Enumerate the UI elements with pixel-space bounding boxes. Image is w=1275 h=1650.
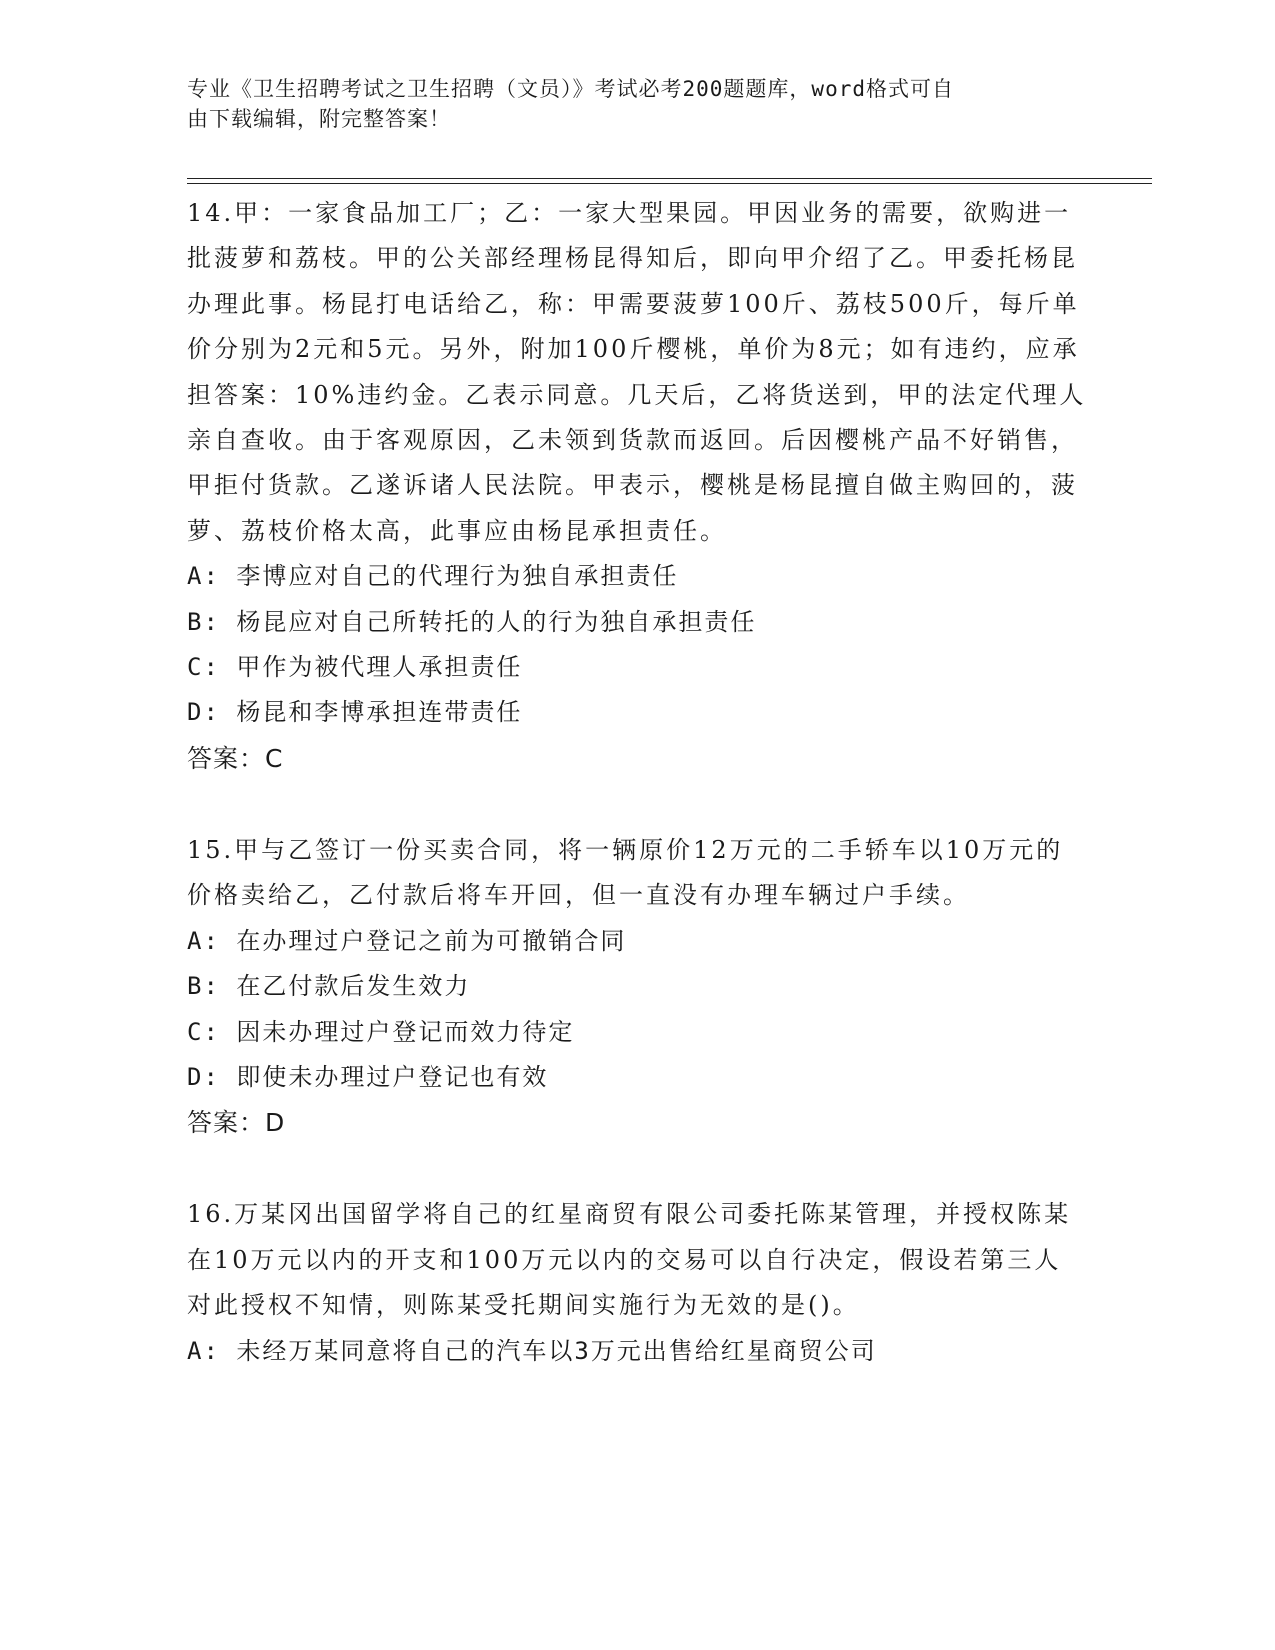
question-stem: 15.甲与乙签订一份买卖合同，将一辆原价12万元的二手轿车以10万元的价格卖给乙，乙付款后将车开回，但一直没有办理车辆过户手续。 bbox=[187, 835, 1064, 910]
option-a: A: 李博应对自己的代理行为独自承担责任 bbox=[187, 562, 679, 591]
option-b: B: 杨昆应对自己所转托的人的行为独自承担责任 bbox=[187, 607, 757, 636]
header-line-2: 由下载编辑，附完整答案！ bbox=[187, 107, 451, 131]
question-15 bbox=[187, 828, 1087, 1145]
option-a: A: 未经万某同意将自己的汽车以3万元出售给红星商贸公司 bbox=[187, 1336, 877, 1365]
option-d: D: 杨昆和李博承担连带责任 bbox=[187, 698, 523, 727]
answer: 答案：D bbox=[187, 1108, 286, 1138]
header-line-1: 专业《卫生招聘考试之卫生招聘（文员）》考试必考200题题库，word格式可自 bbox=[187, 77, 954, 101]
document-header bbox=[187, 74, 1087, 134]
header-divider-bottom bbox=[187, 183, 1152, 184]
question-14 bbox=[187, 191, 1087, 781]
header-divider-top bbox=[187, 178, 1152, 179]
option-b: B: 在乙付款后发生效力 bbox=[187, 972, 471, 1001]
option-a: A: 在办理过户登记之前为可撤销合同 bbox=[187, 926, 627, 955]
question-list bbox=[187, 191, 1087, 1374]
answer: 答案：C bbox=[187, 743, 284, 773]
question-stem: 14.甲：一家食品加工厂；乙：一家大型果园。甲因业务的需要，欲购进一批菠萝和荔枝。甲的公关部经理杨昆得知后，即向甲介绍了乙。甲委托杨昆办理此事。杨昆打电话给乙，称：甲需要菠萝100斤、荔枝500斤，每斤单价分别为2元和5元。另外，附加100斤樱桃，单价为8元；如有违约，应承担答案：10%违约金。乙表示同意。几天后，乙将货送到，甲的法定代理人亲自查收。由于客观原因，乙未领到货款而返回。后因樱桃产品不好销售，甲拒付货款。乙遂诉诸人民法院。甲表示，樱桃是杨昆擅自做主购回的，菠萝、荔枝价格太高，此事应由杨昆承担责任。 bbox=[187, 199, 1087, 545]
question-stem: 16.万某冈出国留学将自己的红星商贸有限公司委托陈某管理，并授权陈某在10万元以内的开支和100万元以内的交易可以自行决定，假设若第三人对此授权不知情，则陈某受托期间实施行为无效的是()。 bbox=[187, 1200, 1072, 1320]
option-c: C: 因未办理过户登记而效力待定 bbox=[187, 1017, 575, 1046]
question-16 bbox=[187, 1192, 1087, 1374]
option-d: D: 即使未办理过户登记也有效 bbox=[187, 1062, 549, 1091]
option-c: C: 甲作为被代理人承担责任 bbox=[187, 653, 523, 682]
